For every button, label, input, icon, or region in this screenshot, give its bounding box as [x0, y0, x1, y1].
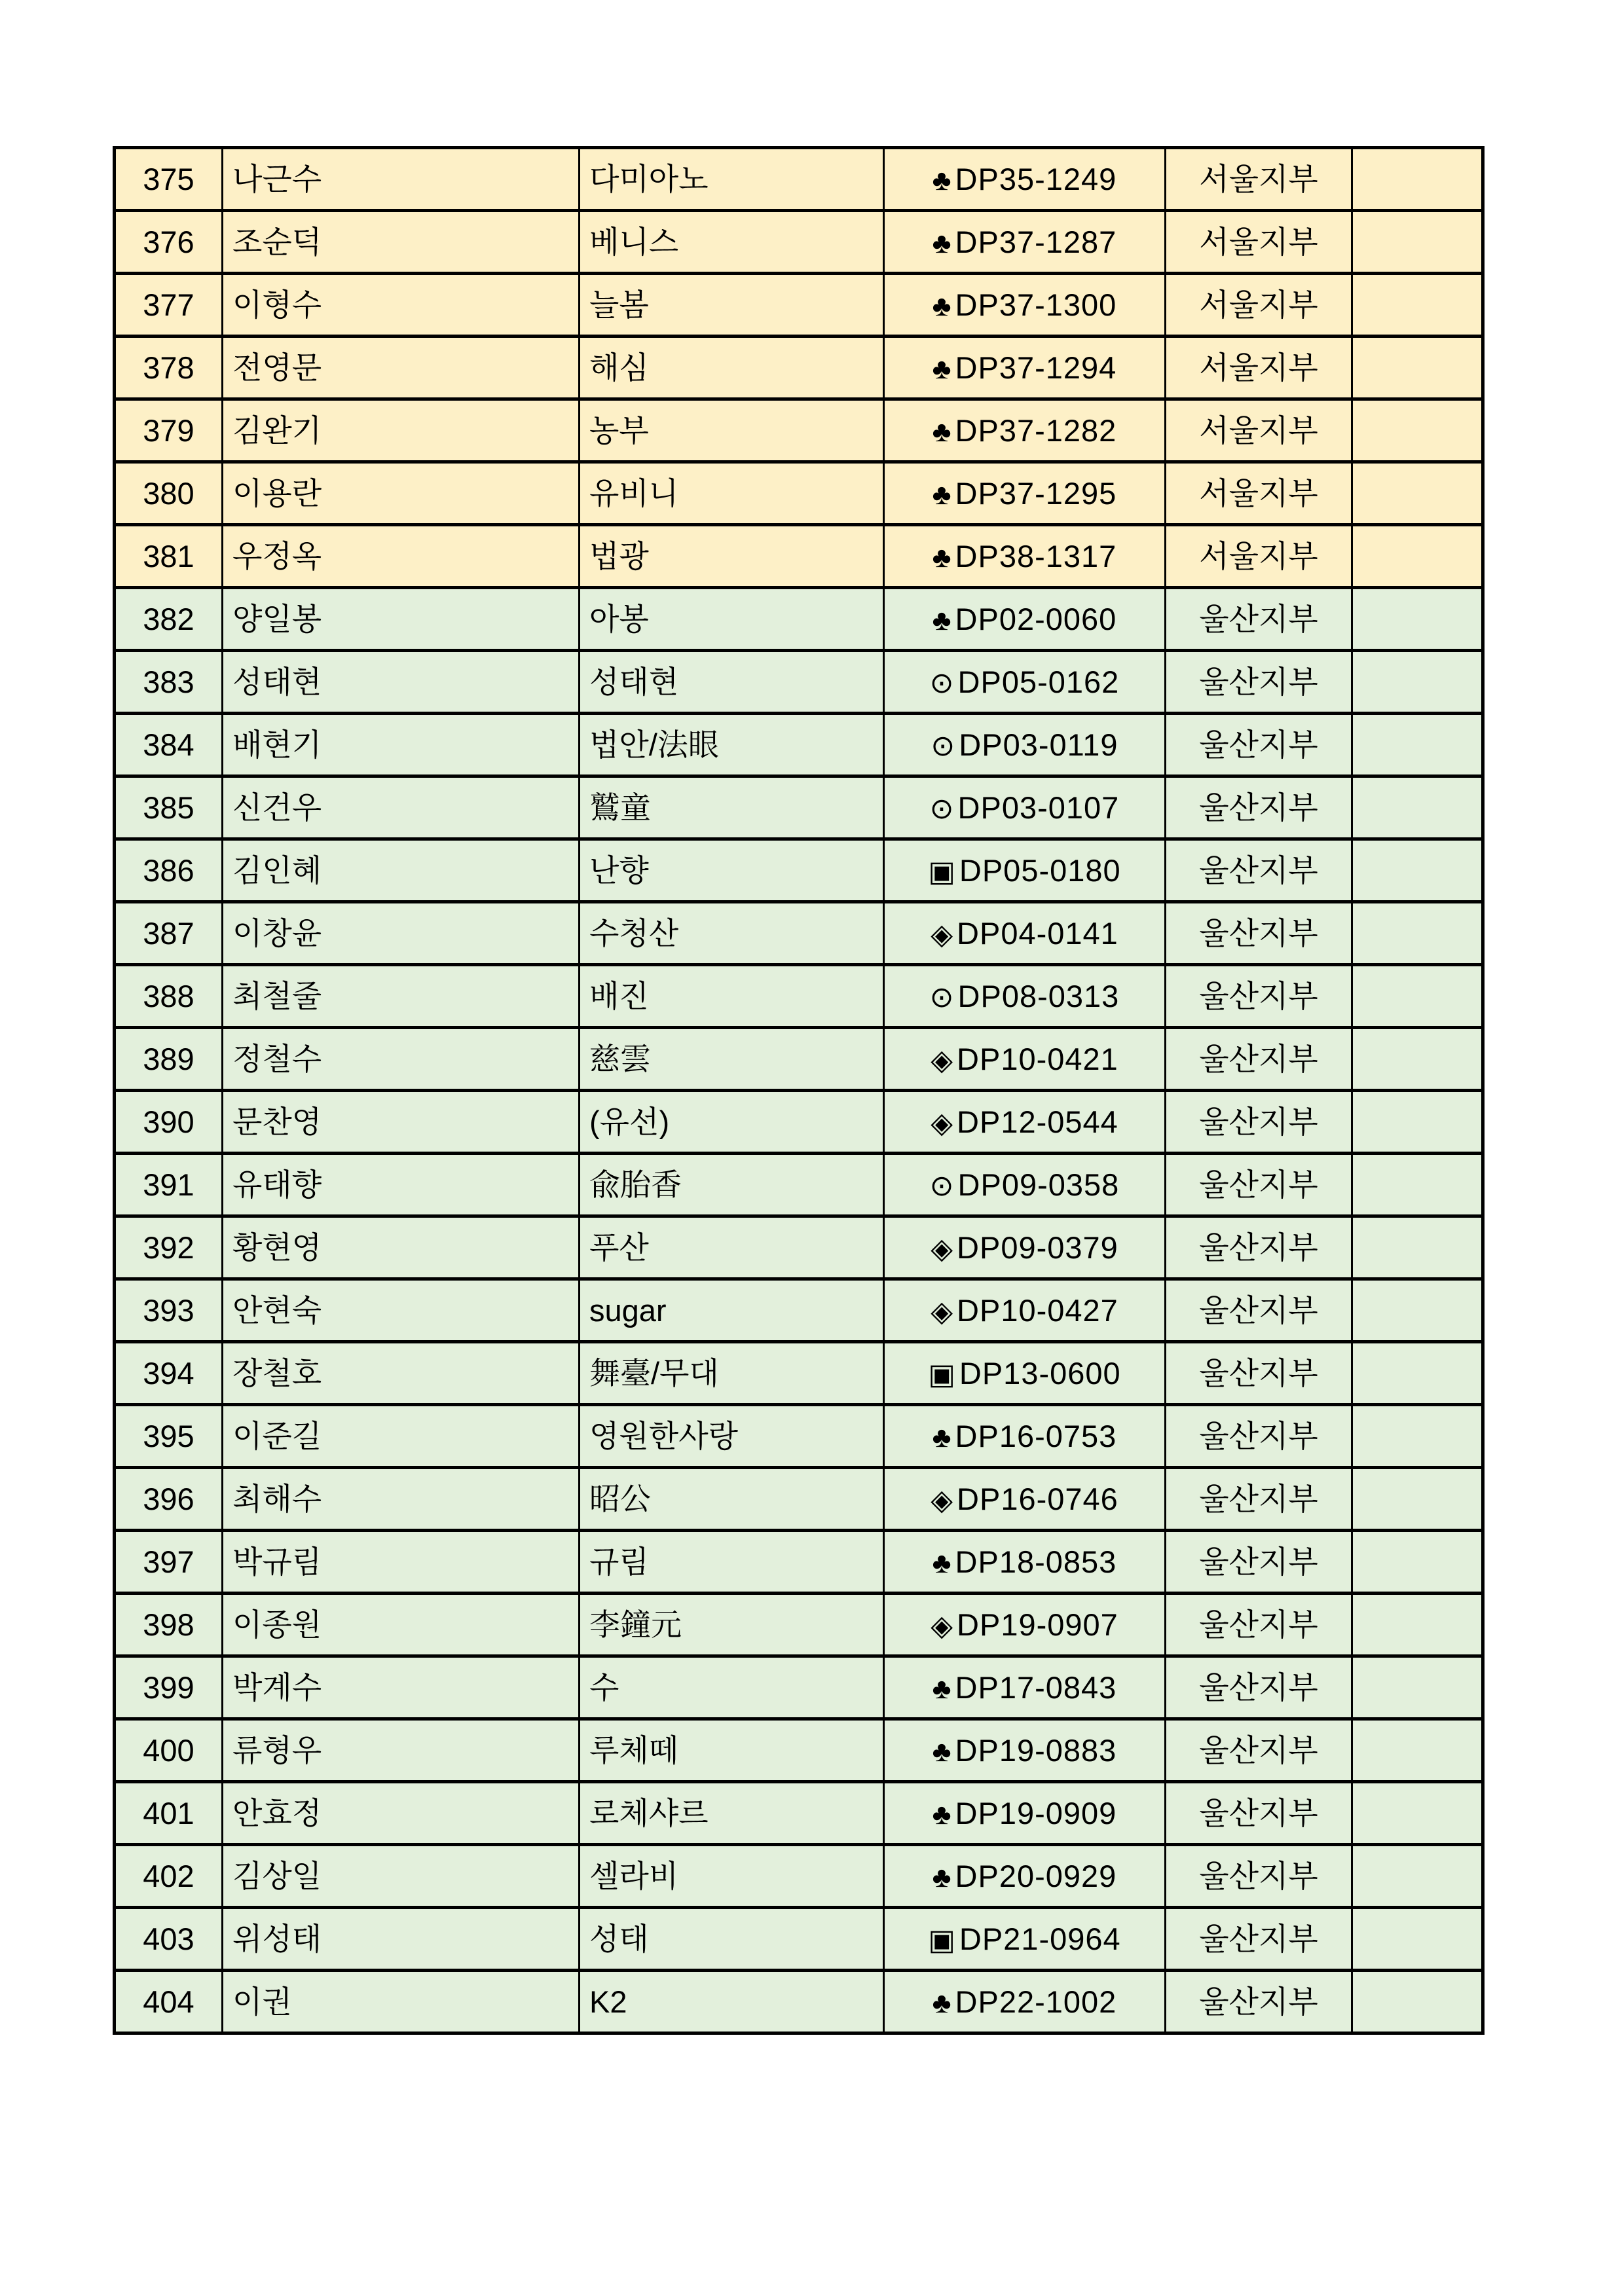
cell-branch: 울산지부 [1166, 714, 1352, 776]
cell-name: 안현숙 [223, 1279, 580, 1342]
table-row [115, 1782, 1483, 1845]
cell-nickname: 다미아노 [580, 148, 884, 211]
cell-note [1352, 1028, 1483, 1091]
cell-number: 401 [115, 1782, 223, 1845]
membership-grade-icon: ♣ [932, 1672, 951, 1705]
cell-note [1352, 1656, 1483, 1719]
table-row [115, 148, 1483, 211]
membership-grade-icon: ♣ [932, 352, 951, 385]
cell-number: 380 [115, 462, 223, 525]
membership-grade-icon: ♣ [932, 1546, 951, 1579]
cell-nickname: 성태현 [580, 651, 884, 714]
cell-branch: 서울지부 [1166, 399, 1352, 462]
membership-grade-icon: ◈ [931, 1044, 953, 1076]
cell-nickname: 성태 [580, 1908, 884, 1971]
membership-grade-icon: ◈ [931, 1106, 953, 1139]
cell-name: 유태향 [223, 1154, 580, 1216]
cell-number: 387 [115, 902, 223, 965]
membership-grade-icon: ♣ [932, 1735, 951, 1768]
cell-branch: 울산지부 [1166, 1845, 1352, 1908]
cell-number: 404 [115, 1971, 223, 2033]
member-code: DP35-1249 [955, 161, 1117, 196]
cell-branch: 울산지부 [1166, 1656, 1352, 1719]
membership-grade-icon: ♣ [932, 1861, 951, 1893]
member-code: DP09-0379 [957, 1230, 1118, 1265]
member-code: DP19-0883 [955, 1732, 1117, 1768]
cell-branch: 서울지부 [1166, 274, 1352, 337]
member-code: DP37-1282 [955, 412, 1117, 448]
cell-code [884, 1845, 1166, 1908]
cell-code [884, 1656, 1166, 1719]
table-row [115, 1468, 1483, 1531]
table-row [115, 399, 1483, 462]
cell-note [1352, 651, 1483, 714]
table-row [115, 1971, 1483, 2033]
membership-grade-icon: ▣ [928, 855, 955, 888]
table-row [115, 1719, 1483, 1782]
cell-note [1352, 1468, 1483, 1531]
member-code: DP37-1300 [955, 287, 1117, 322]
cell-branch: 울산지부 [1166, 1719, 1352, 1782]
cell-number: 400 [115, 1719, 223, 1782]
cell-code [884, 274, 1166, 337]
member-code: DP08-0313 [957, 978, 1120, 1013]
member-code: DP21-0964 [959, 1921, 1121, 1956]
table-row [115, 1405, 1483, 1468]
cell-name: 김인혜 [223, 839, 580, 902]
cell-nickname: 난향 [580, 839, 884, 902]
cell-number: 396 [115, 1468, 223, 1531]
cell-number: 382 [115, 588, 223, 651]
cell-note [1352, 337, 1483, 399]
membership-grade-icon: ♣ [932, 227, 951, 259]
cell-note [1352, 1594, 1483, 1656]
cell-note [1352, 1216, 1483, 1279]
cell-code [884, 1908, 1166, 1971]
cell-nickname: (유선) [580, 1091, 884, 1154]
cell-name: 이종원 [223, 1594, 580, 1656]
cell-branch: 울산지부 [1166, 1154, 1352, 1216]
cell-code [884, 1971, 1166, 2033]
member-code: DP16-0746 [957, 1481, 1118, 1516]
cell-name: 조순덕 [223, 211, 580, 274]
cell-branch: 울산지부 [1166, 1594, 1352, 1656]
cell-name: 우정옥 [223, 525, 580, 588]
cell-code [884, 1216, 1166, 1279]
cell-number: 377 [115, 274, 223, 337]
cell-name: 이준길 [223, 1405, 580, 1468]
membership-grade-icon: ♣ [932, 164, 951, 196]
cell-branch: 울산지부 [1166, 776, 1352, 839]
membership-grade-icon: ♣ [932, 1421, 951, 1453]
membership-grade-icon: ▣ [928, 1923, 955, 1956]
cell-note [1352, 274, 1483, 337]
cell-note [1352, 462, 1483, 525]
cell-number: 394 [115, 1342, 223, 1405]
cell-branch: 울산지부 [1166, 1028, 1352, 1091]
cell-branch: 서울지부 [1166, 337, 1352, 399]
cell-name: 김상일 [223, 1845, 580, 1908]
table-row [115, 1154, 1483, 1216]
cell-nickname: 영원한사랑 [580, 1405, 884, 1468]
cell-nickname: 昭公 [580, 1468, 884, 1531]
cell-code [884, 462, 1166, 525]
cell-code [884, 1342, 1166, 1405]
membership-grade-icon: ♣ [932, 1798, 951, 1831]
cell-name: 전영문 [223, 337, 580, 399]
cell-number: 375 [115, 148, 223, 211]
table-row [115, 1216, 1483, 1279]
table-row [115, 211, 1483, 274]
cell-number: 397 [115, 1531, 223, 1594]
cell-code [884, 651, 1166, 714]
table-row [115, 1531, 1483, 1594]
cell-branch: 울산지부 [1166, 651, 1352, 714]
cell-note [1352, 148, 1483, 211]
cell-note [1352, 714, 1483, 776]
cell-name: 이형수 [223, 274, 580, 337]
table-row [115, 462, 1483, 525]
cell-branch: 울산지부 [1166, 1342, 1352, 1405]
cell-name: 이창윤 [223, 902, 580, 965]
table-row [115, 1091, 1483, 1154]
membership-grade-icon: ⊙ [931, 729, 955, 762]
table-row [115, 714, 1483, 776]
cell-name: 최철줄 [223, 965, 580, 1028]
member-code: DP13-0600 [959, 1355, 1121, 1391]
cell-branch: 서울지부 [1166, 525, 1352, 588]
cell-name: 박규림 [223, 1531, 580, 1594]
cell-note [1352, 1154, 1483, 1216]
membership-grade-icon: ♣ [932, 541, 951, 574]
cell-number: 390 [115, 1091, 223, 1154]
cell-branch: 울산지부 [1166, 965, 1352, 1028]
cell-name: 나근수 [223, 148, 580, 211]
cell-branch: 울산지부 [1166, 1782, 1352, 1845]
cell-number: 385 [115, 776, 223, 839]
table-row [115, 902, 1483, 965]
membership-grade-icon: ◈ [931, 1295, 953, 1328]
cell-name: 정철수 [223, 1028, 580, 1091]
cell-nickname: sugar [580, 1279, 884, 1342]
cell-code [884, 1154, 1166, 1216]
table-row [115, 1845, 1483, 1908]
cell-name: 류형우 [223, 1719, 580, 1782]
cell-nickname: 李鐘元 [580, 1594, 884, 1656]
table-row [115, 1594, 1483, 1656]
membership-grade-icon: ◈ [931, 918, 953, 951]
member-code: DP37-1295 [955, 475, 1117, 511]
cell-number: 384 [115, 714, 223, 776]
cell-branch: 울산지부 [1166, 1279, 1352, 1342]
cell-name: 황현영 [223, 1216, 580, 1279]
cell-nickname: 유비니 [580, 462, 884, 525]
cell-code [884, 839, 1166, 902]
cell-number: 398 [115, 1594, 223, 1656]
cell-nickname: 배진 [580, 965, 884, 1028]
membership-grade-icon: ◈ [931, 1484, 953, 1516]
cell-note [1352, 1908, 1483, 1971]
cell-branch: 서울지부 [1166, 462, 1352, 525]
cell-code [884, 525, 1166, 588]
cell-number: 381 [115, 525, 223, 588]
cell-number: 403 [115, 1908, 223, 1971]
cell-code [884, 337, 1166, 399]
member-code: DP03-0119 [959, 727, 1118, 762]
membership-grade-icon: ♣ [932, 289, 951, 322]
cell-branch: 울산지부 [1166, 839, 1352, 902]
membership-grade-icon: ♣ [932, 415, 951, 448]
cell-number: 383 [115, 651, 223, 714]
cell-branch: 울산지부 [1166, 1908, 1352, 1971]
cell-note [1352, 965, 1483, 1028]
cell-note [1352, 1279, 1483, 1342]
cell-code [884, 1468, 1166, 1531]
member-roster-table [113, 146, 1485, 2035]
cell-note [1352, 1405, 1483, 1468]
cell-nickname: 법안/法眼 [580, 714, 884, 776]
cell-nickname: 셀라비 [580, 1845, 884, 1908]
cell-code [884, 1531, 1166, 1594]
member-code: DP02-0060 [955, 601, 1117, 636]
cell-name: 양일봉 [223, 588, 580, 651]
membership-grade-icon: ◈ [931, 1609, 953, 1642]
table-row [115, 337, 1483, 399]
cell-nickname: 兪胎香 [580, 1154, 884, 1216]
member-code: DP17-0843 [955, 1669, 1117, 1705]
cell-number: 402 [115, 1845, 223, 1908]
table-row [115, 588, 1483, 651]
member-code: DP18-0853 [955, 1544, 1117, 1579]
cell-branch: 울산지부 [1166, 902, 1352, 965]
member-code: DP20-0929 [955, 1858, 1117, 1893]
membership-grade-icon: ♣ [932, 478, 951, 511]
member-code: DP03-0107 [957, 790, 1120, 825]
cell-branch: 울산지부 [1166, 1531, 1352, 1594]
cell-nickname: 규림 [580, 1531, 884, 1594]
cell-number: 388 [115, 965, 223, 1028]
cell-nickname: 해심 [580, 337, 884, 399]
table-row [115, 965, 1483, 1028]
cell-branch: 울산지부 [1166, 588, 1352, 651]
table-row [115, 274, 1483, 337]
cell-note [1352, 902, 1483, 965]
cell-nickname: 鷲童 [580, 776, 884, 839]
cell-branch: 울산지부 [1166, 1405, 1352, 1468]
cell-name: 김완기 [223, 399, 580, 462]
member-code: DP19-0907 [957, 1607, 1118, 1642]
cell-code [884, 1405, 1166, 1468]
cell-note [1352, 1342, 1483, 1405]
membership-grade-icon: ◈ [931, 1232, 953, 1265]
cell-note [1352, 399, 1483, 462]
cell-name: 안효정 [223, 1782, 580, 1845]
member-code: DP16-0753 [955, 1418, 1117, 1453]
cell-nickname: 루체떼 [580, 1719, 884, 1782]
cell-code [884, 902, 1166, 965]
cell-code [884, 1028, 1166, 1091]
member-code: DP38-1317 [955, 538, 1117, 574]
cell-note [1352, 1845, 1483, 1908]
cell-nickname: 농부 [580, 399, 884, 462]
member-code: DP10-0427 [957, 1292, 1118, 1328]
member-code: DP22-1002 [955, 1984, 1117, 2019]
cell-number: 379 [115, 399, 223, 462]
cell-name: 장철호 [223, 1342, 580, 1405]
membership-grade-icon: ⊙ [929, 792, 954, 825]
member-code: DP10-0421 [957, 1041, 1118, 1076]
cell-code [884, 1091, 1166, 1154]
membership-grade-icon: ⊙ [929, 1169, 954, 1202]
cell-code [884, 776, 1166, 839]
cell-note [1352, 1531, 1483, 1594]
cell-nickname: 베니스 [580, 211, 884, 274]
member-code: DP05-0180 [959, 852, 1121, 888]
cell-number: 391 [115, 1154, 223, 1216]
cell-number: 395 [115, 1405, 223, 1468]
cell-nickname: K2 [580, 1971, 884, 2033]
member-code: DP05-0162 [957, 664, 1120, 699]
member-code: DP19-0909 [955, 1795, 1117, 1831]
cell-nickname: 법광 [580, 525, 884, 588]
membership-grade-icon: ♣ [932, 1986, 951, 2019]
cell-code [884, 1719, 1166, 1782]
cell-number: 392 [115, 1216, 223, 1279]
cell-name: 신건우 [223, 776, 580, 839]
cell-code [884, 588, 1166, 651]
cell-name: 박계수 [223, 1656, 580, 1719]
membership-grade-icon: ▣ [928, 1358, 955, 1391]
membership-grade-icon: ⊙ [929, 981, 954, 1013]
member-code: DP37-1294 [955, 350, 1117, 385]
cell-note [1352, 211, 1483, 274]
cell-name: 이용란 [223, 462, 580, 525]
membership-grade-icon: ⊙ [929, 666, 954, 699]
cell-number: 386 [115, 839, 223, 902]
cell-note [1352, 776, 1483, 839]
table-row [115, 1342, 1483, 1405]
member-code: DP12-0544 [957, 1104, 1118, 1139]
cell-code [884, 1782, 1166, 1845]
cell-branch: 서울지부 [1166, 148, 1352, 211]
cell-name: 배현기 [223, 714, 580, 776]
cell-note [1352, 588, 1483, 651]
cell-code [884, 965, 1166, 1028]
cell-code [884, 1594, 1166, 1656]
membership-grade-icon: ♣ [932, 604, 951, 636]
cell-number: 393 [115, 1279, 223, 1342]
cell-branch: 울산지부 [1166, 1216, 1352, 1279]
cell-nickname: 慈雲 [580, 1028, 884, 1091]
cell-branch: 울산지부 [1166, 1971, 1352, 2033]
cell-branch: 울산지부 [1166, 1468, 1352, 1531]
member-code: DP04-0141 [957, 915, 1118, 951]
cell-nickname: 수청산 [580, 902, 884, 965]
cell-number: 378 [115, 337, 223, 399]
cell-code [884, 148, 1166, 211]
cell-branch: 서울지부 [1166, 211, 1352, 274]
cell-nickname: 푸산 [580, 1216, 884, 1279]
cell-nickname: 늘봄 [580, 274, 884, 337]
cell-branch: 울산지부 [1166, 1091, 1352, 1154]
member-code: DP09-0358 [957, 1167, 1120, 1202]
cell-name: 이권 [223, 1971, 580, 2033]
cell-name: 성태현 [223, 651, 580, 714]
cell-nickname: 로체샤르 [580, 1782, 884, 1845]
cell-name: 위성태 [223, 1908, 580, 1971]
cell-code [884, 399, 1166, 462]
cell-note [1352, 1719, 1483, 1782]
cell-code [884, 714, 1166, 776]
table-row [115, 1908, 1483, 1971]
table-row [115, 839, 1483, 902]
cell-note [1352, 1971, 1483, 2033]
table-row [115, 1279, 1483, 1342]
cell-note [1352, 525, 1483, 588]
cell-nickname: 아봉 [580, 588, 884, 651]
table-row [115, 776, 1483, 839]
cell-note [1352, 1782, 1483, 1845]
cell-number: 399 [115, 1656, 223, 1719]
table-row [115, 1656, 1483, 1719]
cell-number: 389 [115, 1028, 223, 1091]
cell-number: 376 [115, 211, 223, 274]
cell-name: 최해수 [223, 1468, 580, 1531]
table-row [115, 525, 1483, 588]
cell-note [1352, 839, 1483, 902]
cell-note [1352, 1091, 1483, 1154]
table-row [115, 1028, 1483, 1091]
member-code: DP37-1287 [955, 224, 1117, 259]
cell-name: 문찬영 [223, 1091, 580, 1154]
cell-code [884, 211, 1166, 274]
table-row [115, 651, 1483, 714]
cell-code [884, 1279, 1166, 1342]
cell-nickname: 舞臺/무대 [580, 1342, 884, 1405]
cell-nickname: 수 [580, 1656, 884, 1719]
